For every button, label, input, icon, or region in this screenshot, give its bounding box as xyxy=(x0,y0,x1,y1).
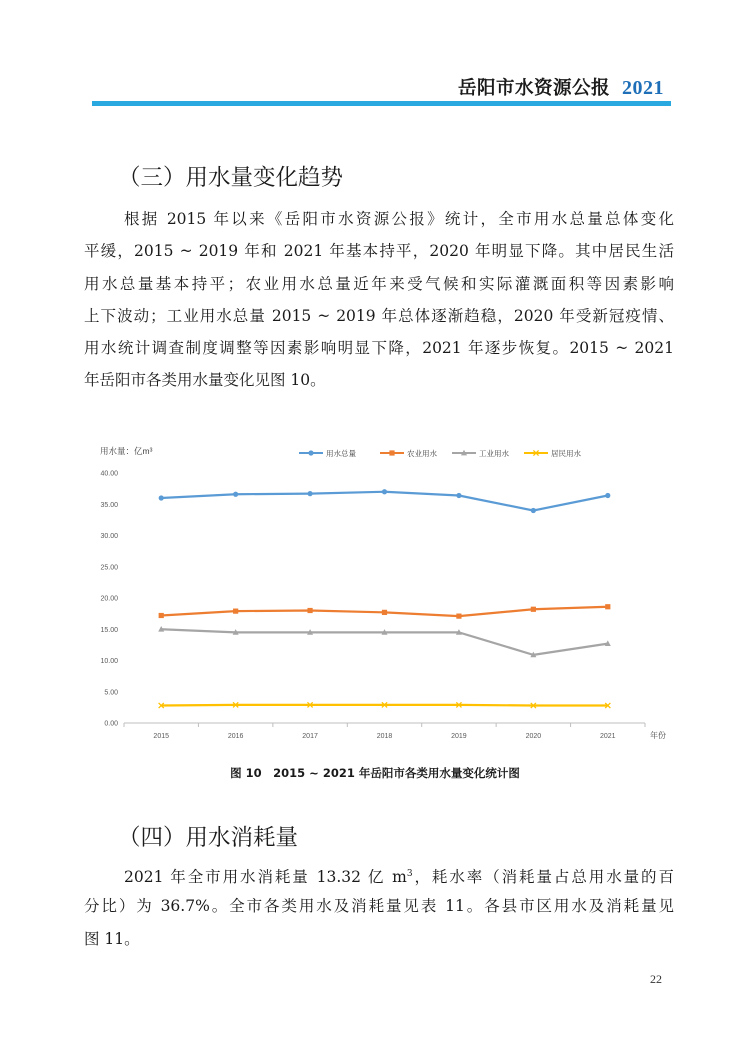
chart-series xyxy=(158,489,611,708)
paragraph-water-use-trend xyxy=(84,203,674,397)
paragraph-line: 图 11。 xyxy=(84,929,140,948)
legend-marker xyxy=(308,450,313,455)
consumption-text: 2021 年全市用水消耗量 13.32 亿 m xyxy=(124,868,407,887)
data-point xyxy=(307,608,312,613)
legend-label: 工业用水 xyxy=(479,449,509,458)
data-point xyxy=(159,495,164,500)
series-2 xyxy=(159,604,611,619)
data-point xyxy=(456,493,461,498)
legend-label: 用水总量 xyxy=(326,449,356,458)
x-tick-label: 2020 xyxy=(525,733,542,740)
x-axis-title: 年份 xyxy=(650,731,666,740)
legend-label: 农业用水 xyxy=(407,449,437,458)
y-tick-label: 30.00 xyxy=(100,533,118,540)
x-tick-label: 2018 xyxy=(376,733,393,740)
figure-caption: 图 10 2015 ~ 2021 年岳阳市各类用水量变化统计图 xyxy=(230,766,520,780)
legend-marker xyxy=(389,450,394,455)
cubic-superscript: 3 xyxy=(406,869,413,879)
y-tick-label: 5.00 xyxy=(104,689,118,697)
y-tick-label: 0.00 xyxy=(104,720,118,728)
data-point xyxy=(382,489,387,494)
y-axis-title: 用水量：亿m³ xyxy=(100,446,153,456)
series-1 xyxy=(159,489,611,513)
data-point xyxy=(456,614,461,619)
x-tick-label: 2021 xyxy=(599,733,616,740)
y-tick-label: 25.00 xyxy=(100,564,118,572)
paragraph-line: 根据 2015 年以来《岳阳市水资源公报》统计，全市用水总量总体变化 xyxy=(124,210,674,228)
data-point xyxy=(233,609,238,614)
data-point xyxy=(605,604,610,609)
paragraph-line: 分比）为 36.7%。全市各类用水及消耗量见表 11。各县市区用水及消耗量见 xyxy=(84,897,674,916)
y-tick-label: 40.00 xyxy=(100,470,118,478)
chart-legend xyxy=(299,448,581,458)
data-point xyxy=(307,491,312,496)
y-axis-ticks xyxy=(100,471,118,728)
water-use-line-chart xyxy=(92,438,672,748)
x-tick-label: 2017 xyxy=(302,733,318,740)
report-title-text: 岳阳市水资源公报 xyxy=(457,78,610,99)
y-tick-label: 10.00 xyxy=(100,658,118,665)
x-axis-ticks xyxy=(124,723,645,740)
y-tick-label: 15.00 xyxy=(100,626,118,634)
paragraph-water-consumption xyxy=(84,858,674,955)
paragraph-line xyxy=(84,858,674,890)
page-number: 22 xyxy=(650,972,662,986)
header-divider xyxy=(92,101,671,106)
section-heading-water-consumption: （四）用水消耗量 xyxy=(118,825,299,851)
series-3 xyxy=(158,626,611,657)
consumption-text-rest: ，耗水率（消耗量占总用水量的百 xyxy=(412,868,674,887)
paragraph-line: 用水总量基本持平；农业用水总量近年来受气候和实际灌溉面积等因素影响 xyxy=(84,274,674,293)
x-tick-label: 2016 xyxy=(227,733,244,740)
y-tick-label: 20.00 xyxy=(100,595,118,603)
report-year: 2021 xyxy=(622,77,664,99)
report-title xyxy=(458,74,664,100)
x-tick-label: 2019 xyxy=(451,733,467,740)
series-line xyxy=(161,492,608,511)
data-point xyxy=(233,492,238,497)
y-tick-label: 35.00 xyxy=(100,501,118,509)
paragraph-line: 平缓，2015 ~ 2019 年和 2021 年基本持平，2020 年明显下降。其中居民生活 xyxy=(84,242,674,261)
paragraph-line: 用水统计调查制度调整等因素影响明显下降，2021 年逐步恢复。2015 ~ 2021 xyxy=(84,339,674,358)
data-point xyxy=(159,613,164,618)
paragraph-line: 年岳阳市各类用水量变化见图 10。 xyxy=(84,371,326,390)
data-point xyxy=(531,508,536,513)
paragraph-line: 上下波动；工业用水总量 2015 ~ 2019 年总体逐渐趋稳，2020 年受新冠疫情、 xyxy=(84,306,674,325)
data-point xyxy=(531,607,536,612)
data-point xyxy=(605,493,610,498)
series-4 xyxy=(159,702,611,708)
legend-label: 居民用水 xyxy=(551,449,581,458)
data-point xyxy=(382,610,387,615)
section-heading-water-use-trend: （三）用水量变化趋势 xyxy=(118,165,344,191)
x-tick-label: 2015 xyxy=(153,733,170,740)
